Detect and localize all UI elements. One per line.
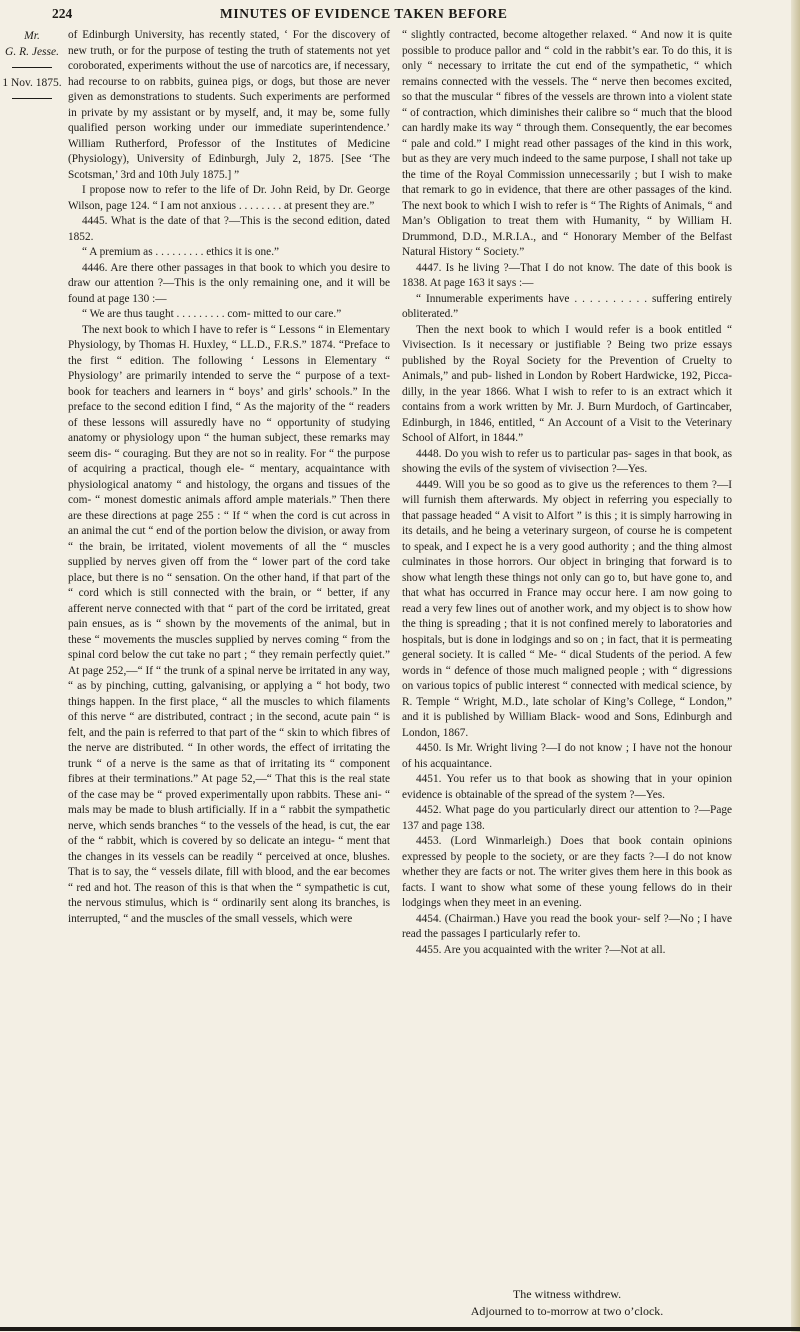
paragraph: “ slightly contracted, become altogether relaxed. “ And now it is quite possible to produce pallor and “ cold in the rabbit’s ear. To do this, it is only “ necessary to irritate the cut end of the sympathetic, “ which remains connected with the vessels. The “ nerve then becomes excited, so that the muscular “ fibres of the vessels are thrown into a violent state “ of contraction, which diminishes their calibre so “ much that the blood can hardly make its way “ through them. Consequently, the ear becomes “ pale and cold.” I might read other passages of the kind in this work, but as they are very much indeed to the same purpose, I shall not take up the time of the Royal Commission unnecessarily ; but I wish to make that remark to go in evidence, that there are other passages of the kind. The next book to which I wish to refer is “ The Rights of Animals, “ and Man’s Obligation to treat them with Humanity, “ by William H. Drummond, D.D., M.R.I.A., and “ Honorary Member of the Belfast Natural History “ Society.” <box>402 29 732 258</box>
witness-title: Mr. <box>24 30 40 42</box>
paragraph: I propose now to refer to the life of Dr. John Reid, by Dr. George Wilson, page 124. “ I am not anxious . . . . . . . . at present they are.” <box>68 184 390 212</box>
paragraph: “ A premium as . . . . . . . . . ethics it is one.” <box>82 246 280 258</box>
witness-name: G. R. Jesse. <box>5 46 59 58</box>
paragraph: 4448. Do you wish to refer us to particular pas- sages in that book, as showing the evils of the system of vivisection ?—Yes. <box>402 447 732 475</box>
paragraph: 4453. (Lord Winmarleigh.) Does that book contain opinions expressed by people to the society, or are they facts ?—I do not know whether they are facts or not. The writer gives them here in this book as facts. I want to show what some of these young fellows do in their lodgings when they meet in an evening. <box>402 835 732 909</box>
paragraph: The next book to which I have to refer is “ Lessons “ in Elementary Physiology, by Thomas H. Huxley, “ LL.D., F.R.S.” 1874. “Preface to the first “ edition. The following ‘ Lessons in Elementary “ Physiology’ are primarily intended to serve the “ purpose of a text-book for teachers and learners in “ boys’ and girls’ schools.” In the preface to the second edition I find, “ As the majority of the “ readers of these lessons will assuredly have no “ opportunity of studying anatomy or physiology upon “ the human subject, these remarks may seem dis- “ couraging. But they are not so in reality. For “ the purpose of acquiring a practical, though ele- “ mentary, acquaintance with physiological anatomy “ and histology, the organs and tissues of the com- “ monest domestic animals afford ample materials.” Then there are these directions at page 255 : “ If “ when the cord is cut across in an animal the cut “ end of the portion below the division, or away from “ the brain, be irritated, violent movements of all the “ muscles supplied by nerves given off from the “ lower part of the cord take place, but there is no “ sensation. On the other hand, if that part of the “ cord which is still connected with the brain, or “ better, if any afferent nerve connected with that “ part of the cord be irritated, great pain ensues, as is “ shown by the movements of the animal, but in these “ movements the muscles supplied by nerves coming “ from the spinal cord below the cut take no part ; “ they remain perfectly quiet.” At page 252,—“ If “ the trunk of a spinal nerve be irritated in any way, “ as by pinching, cutting, galvanising, or applying a “ hot body, two things happen. In the first place, “ all the muscles to which filaments of this nerve “ are distributed, contract ; in the second, acute pain “ is felt, and the pain is referred to that part of the “ skin to which fibres of the nerve are distributed. “ In other words, the effect of irritating the trunk “ of a nerve is the same as that of irritating its “ component fibres at their terminations.” At page 52,—“ That this is the real state of the case may be “ proved experimentally upon rabbits. These ani- “ mals may be made to blush artificially. If in a “ rabbit the sympathetic nerve, which sends branches “ to the vessels of the head, is cut, the ear of the “ rabbit, which is covered by so delicate an integu- “ ment that the changes in its vessels can be readily “ perceived at once, blushes. That is to say, the “ vessels dilate, fill with blood, and the ear becomes “ red and hot. The reason of this is that when the “ sympathetic is cut, the nervous stimulus, which is “ ordinarily sent along its branches, is interrupted, “ and the muscles of the small vessels, which were <box>68 323 390 925</box>
margin-date: 1 Nov. 1875. <box>2 77 62 89</box>
paragraph: 4451. You refer us to that book as showing that in your opinion evidence is obtainable of the spread of the system ?—Yes. <box>402 773 732 801</box>
margin-rule <box>12 67 52 68</box>
witness-withdrew: The witness withdrew. <box>512 1287 622 1301</box>
paragraph: 4449. Will you be so good as to give us the references to them ?—I will furnish them afterwards. My object in referring you especially to that passage headed “ A visit to Alfort ” is this ; it is simply harrowing in its details, and he being a veterinary surgeon, of course he is competent to speak, and I expect he is a very good authority ; and the thing almost culminates in those horrors. Our object in bringing that forward is to show what length these things not only can go to, but have gone to, and that what has occurred in France may occur here. I am now going to read a very few lines out of another work, and my object is to show how the thing is spreading ; that it is not confined merely to laboratories and hospitals, but is done in lodgings and so on ; in fact, that it is permeating general society. It is called “ Me- “ dical Students of the period. A few words in “ defence of those much maligned people ; with “ digressions on various topics of public interest “ connected with medical science, by R. Temple “ Wright, M.D., late scholar of King’s College, “ London,” and it is published by William Black- wood and Sons, Edinburgh and London, 1867. <box>402 478 732 739</box>
left-column <box>68 28 390 927</box>
adjournment-note: Adjourned to to-morrow at two o’clock. <box>470 1304 664 1318</box>
paragraph: 4445. What is the date of that ?—This is the second edition, dated 1852. <box>68 215 390 243</box>
paragraph: 4447. Is he living ?—That I do not know. The date of this book is 1838. At page 163 it says :— <box>402 261 732 289</box>
margin-rule <box>12 98 52 99</box>
running-title: MINUTES OF EVIDENCE TAKEN BEFORE <box>220 6 508 21</box>
page-edge-shadow <box>791 0 800 1332</box>
paragraph: 4455. Are you acquainted with the writer ?—Not at all. <box>416 943 666 956</box>
right-column <box>402 28 732 958</box>
paragraph: “ We are thus taught . . . . . . . . . com- mitted to our care.” <box>82 308 342 320</box>
page-number: 224 <box>52 6 73 21</box>
bottom-rule <box>0 1327 800 1331</box>
paragraph: 4454. (Chairman.) Have you read the book your- self ?—No ; I have read the passages I particularly refer to. <box>402 912 732 940</box>
paragraph: 4452. What page do you particularly direct our attention to ?—Page 137 and page 138. <box>402 804 732 832</box>
paragraph: 4450. Is Mr. Wright living ?—I do not know ; I have not the honour of his acquaintance. <box>402 742 732 770</box>
paragraph: of Edinburgh University, has recently stated, ‘ For the discovery of new truth, or for the purpose of testing the truth of statements not yet coroborated, experiments without the use of narcotics are, if necessary, had recourse to on rabbits, guinea pigs, or dogs, but those are never given as demonstrations to students. Such experiments are performed in private by my assistant or by myself, and, it may be, some fully qualified person working under our immediate superintendence.’ William Rutherford, Professor of the Institutes of Medicine (Physiology), University of Edinburgh, July 2, 1875. [See ‘The Scotsman,’ 3rd and 10th July 1875.] ” <box>68 29 390 181</box>
paragraph: Then the next book to which I would refer is a book entitled “ Vivisection. Is it necessary or justifiable ? Being two prize essays published by the Royal Society for the Prevention of Cruelty to Animals,” and pub- lished in London by Robert Hardwicke, 192, Picca- dilly, in the year 1866. What I wish to refer to is an extract which it contains from a work written by Mr. J. Burn Murdoch, of Gartincaber, Edinburgh, in 1846, entitled, “ An Account of a Visit to the Veterinary School of Alfort, in 1844.” <box>402 323 732 444</box>
paragraph: “ Innumerable experiments have . . . . . . . . . . suffering entirely obliterated.” <box>402 292 732 320</box>
margin-note <box>2 28 62 106</box>
paragraph: 4446. Are there other passages in that book to which you desire to draw our attention ?—This is the only remaining one, and it will be found at page 130 :— <box>68 261 390 305</box>
